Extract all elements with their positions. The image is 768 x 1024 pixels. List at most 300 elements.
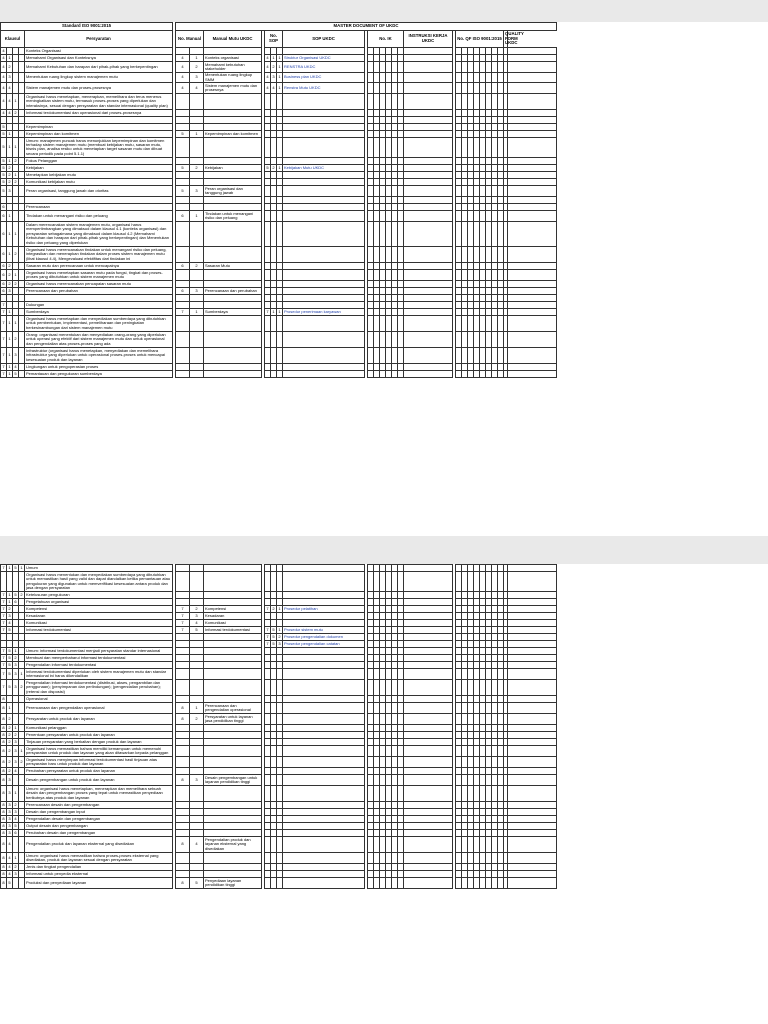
- table-row: [1, 853, 557, 864]
- manual-number: [176, 572, 190, 592]
- master-document-title: MASTER DOCUMENT OF UKDC: [176, 23, 557, 31]
- table-row: [1, 178, 557, 185]
- instruksi-kerja-cell: [404, 634, 453, 641]
- table-row: [1, 164, 557, 171]
- persyaratan-text: Komunikasi kebijakan mutu: [25, 178, 173, 185]
- table-row: [1, 294, 557, 301]
- no-sop-header: No. SOP: [265, 31, 283, 48]
- quality-form-cell: [508, 82, 557, 93]
- sop-number: 5: [272, 626, 275, 632]
- instruksi-kerja-cell: [404, 308, 453, 315]
- manual-number: [190, 853, 204, 864]
- klausul-number: 5: [1, 185, 7, 196]
- manual-number: [176, 809, 190, 816]
- manual-mutu-text: Konteks organisasi: [204, 55, 262, 62]
- instruksi-kerja-cell: [404, 786, 453, 802]
- klausul-number: 6: [2, 280, 5, 286]
- standard-title: Standard ISO 9001:2015: [1, 23, 173, 31]
- quality-form-cell: [508, 93, 557, 109]
- manual-number: [176, 592, 190, 599]
- manual-number: [190, 669, 204, 680]
- manual-number: [176, 739, 190, 746]
- sop-text: [283, 809, 365, 816]
- table-row: [1, 864, 557, 871]
- manual-number: [176, 662, 190, 669]
- klausul-number: 4: [14, 815, 17, 821]
- instruksi-kerja-cell: [404, 269, 453, 280]
- klausul-number: 3: [14, 870, 17, 876]
- sop-number: 3: [271, 73, 277, 83]
- klausul-number: 8: [2, 738, 5, 744]
- master-document-table-page-2: [0, 564, 557, 889]
- klausul-number: 7: [1, 315, 7, 331]
- manual-number: [176, 116, 190, 123]
- table-row: [1, 714, 557, 725]
- manual-mutu-text: [204, 871, 262, 878]
- sop-text: [283, 837, 365, 853]
- klausul-number: 4: [1, 73, 7, 83]
- quality-form-cell: [508, 171, 557, 178]
- instruksi-kerja-cell: [404, 725, 453, 732]
- manual-mutu-text: [204, 137, 262, 157]
- manual-number: [176, 315, 190, 331]
- sop-number: 1: [278, 164, 281, 170]
- manual-number: [190, 816, 204, 823]
- manual-mutu-text: [204, 809, 262, 816]
- klausul-number: 7: [2, 363, 5, 369]
- klausul-number: 5: [2, 178, 5, 184]
- klausul-number: 3: [13, 680, 19, 696]
- sop-header: SOP UKDC: [283, 31, 365, 48]
- instruksi-kerja-cell: [404, 55, 453, 62]
- sop-text: [283, 662, 365, 669]
- manual-number: [176, 280, 190, 287]
- manual-number: 1: [190, 55, 204, 62]
- klausul-number: 8: [2, 808, 5, 814]
- quality-form-cell: [508, 703, 557, 714]
- manual-mutu-text: [204, 178, 262, 185]
- manual-mutu-text: Kepemimpinan dan komitmen: [204, 130, 262, 137]
- sop-text: [283, 613, 365, 620]
- instruksi-kerja-cell: [404, 809, 453, 816]
- manual-number: 7: [176, 308, 190, 315]
- table-row: [1, 878, 557, 889]
- table-row: [1, 768, 557, 775]
- klausul-number: 8: [2, 863, 5, 869]
- persyaratan-text: Perencanaan desain dan pengembangan: [25, 802, 173, 809]
- manual-mutu-header: Manual Mutu UKDC: [204, 31, 262, 48]
- manual-number: [190, 599, 204, 606]
- instruksi-kerja-cell: [404, 280, 453, 287]
- quality-form-cell: [508, 55, 557, 62]
- table-row: [1, 55, 557, 62]
- table-row: [1, 262, 557, 269]
- sop-text: [283, 185, 365, 196]
- manual-mutu-text: [204, 315, 262, 331]
- quality-form-cell: [508, 137, 557, 157]
- manual-number: [176, 816, 190, 823]
- quality-form-cell: [508, 655, 557, 662]
- manual-mutu-text: Peran organisasi dan tanggung jawab: [204, 185, 262, 196]
- klausul-number: 2: [19, 680, 25, 696]
- manual-number: [190, 221, 204, 246]
- manual-number: [190, 648, 204, 655]
- manual-number: [190, 802, 204, 809]
- sop-text: [283, 680, 365, 696]
- manual-number: 5: [176, 130, 190, 137]
- persyaratan-text: Pengendalian desain dan pengembangan: [25, 816, 173, 823]
- sop-text: [283, 93, 365, 109]
- sop-text: Prosedur penerimaan karyawan: [283, 308, 365, 315]
- sop-text: [283, 221, 365, 246]
- klausul-number: 6: [14, 829, 17, 835]
- persyaratan-text: Operasional: [25, 696, 173, 703]
- manual-mutu-text: [204, 221, 262, 246]
- manual-number: [190, 280, 204, 287]
- instruksi-kerja-cell: [404, 246, 453, 262]
- manual-number: [176, 48, 190, 55]
- manual-number: [176, 634, 190, 641]
- no-manual-header: No. Manual: [176, 31, 204, 48]
- persyaratan-text: Pengetahuan organisasi: [25, 599, 173, 606]
- instruksi-kerja-cell: [404, 802, 453, 809]
- manual-number: [190, 565, 204, 572]
- sop-text: Prosedur pengendalian catatan: [283, 641, 365, 648]
- klausul-number: 2: [8, 171, 11, 177]
- persyaratan-text: [25, 634, 173, 641]
- klausul-number: 3: [13, 347, 19, 363]
- manual-number: [190, 641, 204, 648]
- klausul-number: 1: [13, 853, 19, 864]
- manual-number: 6: [176, 210, 190, 221]
- klausul-number: 7: [2, 619, 5, 625]
- sop-text: [283, 130, 365, 137]
- sop-number: 1: [278, 308, 281, 314]
- table-row: [1, 137, 557, 157]
- klausul-number: 8: [1, 837, 7, 853]
- klausul-number: 5: [2, 123, 5, 129]
- manual-number: 4: [176, 73, 190, 83]
- table-row: [1, 246, 557, 262]
- table-row: [1, 93, 557, 109]
- table-row: [1, 280, 557, 287]
- manual-mutu-text: [204, 565, 262, 572]
- manual-number: 7: [176, 613, 190, 620]
- quality-form-cell: [508, 62, 557, 73]
- klausul-number: 5: [1, 137, 7, 157]
- table-row: [1, 802, 557, 809]
- instruksi-kerja-cell: [404, 157, 453, 164]
- manual-number: [176, 301, 190, 308]
- sop-number: 5: [272, 640, 275, 646]
- table-row: [1, 116, 557, 123]
- manual-mutu-text: [204, 739, 262, 746]
- persyaratan-text: [25, 641, 173, 648]
- quality-form-cell: [508, 73, 557, 83]
- sop-text: [283, 853, 365, 864]
- sop-text: [283, 757, 365, 768]
- klausul-number: 8: [1, 714, 7, 725]
- manual-number: 5: [176, 164, 190, 171]
- manual-number: [190, 370, 204, 377]
- persyaratan-text: Desain dan pengembangan input: [25, 809, 173, 816]
- instruksi-kerja-cell: [404, 262, 453, 269]
- manual-number: [190, 634, 204, 641]
- instruksi-kerja-cell: [404, 130, 453, 137]
- persyaratan-text: Produksi dan penyediaan layanan: [25, 878, 173, 889]
- manual-mutu-text: [204, 301, 262, 308]
- quality-form-cell: [508, 746, 557, 757]
- instruksi-kerja-cell: [404, 853, 453, 864]
- manual-number: [176, 746, 190, 757]
- klausul-number: 6: [1, 246, 7, 262]
- klausul-number: 4: [14, 363, 17, 369]
- instruksi-kerja-cell: [404, 287, 453, 294]
- klausul-number: 6: [1, 210, 7, 221]
- quality-form-cell: [508, 287, 557, 294]
- manual-mutu-text: [204, 648, 262, 655]
- klausul-number: 2: [7, 757, 13, 768]
- instruksi-kerja-cell: [404, 178, 453, 185]
- persyaratan-text: Dukungan: [25, 301, 173, 308]
- klausul-number: 2: [14, 654, 17, 660]
- klausul-number: 5: [14, 591, 17, 597]
- instruksi-kerja-cell: [404, 775, 453, 786]
- instruksi-kerja-cell: [404, 648, 453, 655]
- manual-number: [176, 221, 190, 246]
- table-row: [1, 757, 557, 768]
- klausul-number: 3: [8, 612, 11, 618]
- persyaratan-text: Umum: organisasi harus menetapkan, menerapkan dan memelihara sebuah desain dan pengembangan proses yang tepat untuk memastikan penyediaan berikutnya atas produk dan layanan: [25, 786, 173, 802]
- klausul-number: 5: [2, 164, 5, 170]
- persyaratan-text: Sumberdaya: [25, 308, 173, 315]
- quality-form-cell: [508, 864, 557, 871]
- klausul-number: 1: [8, 591, 11, 597]
- persyaratan-text: Tindakan untuk menangani risiko dan peluang: [25, 210, 173, 221]
- persyaratan-text: Umum: manajemen puncak harus menunjukkan kepemimpinan dan komitmen terhadap sistem manajemen mutu (membuat kebijakan mutu, sasaran mutu, bisnis plan, analisa resiko untuk menetapkan target sasaran mutu dan dibuat secara periodik pada point 5.1.1): [25, 137, 173, 157]
- manual-mutu-text: [204, 802, 262, 809]
- manual-number: [190, 680, 204, 696]
- sop-text: [283, 703, 365, 714]
- quality-form-cell: [508, 331, 557, 347]
- quality-form-cell: [508, 370, 557, 377]
- sop-text: [283, 109, 365, 116]
- sop-number: 1: [278, 626, 281, 632]
- persyaratan-text: [25, 196, 173, 203]
- klausul-number: 4: [7, 837, 13, 853]
- persyaratan-text: Pengendalian produk dan layanan eksternal yang disediakan: [25, 837, 173, 853]
- klausul-number: 4: [7, 82, 13, 93]
- klausul-number: 2: [7, 62, 13, 73]
- no-ik-header: No. IK: [368, 31, 404, 48]
- persyaratan-text: Organisasi harus menetapkan, menerapkan, memelihara dan terus menerus meningkatkan sistem mutu, termasuk proses-proses yang diperlukan dan interaksinya, sesuai dengan persyaratan dan standar internasional (quality plan): [25, 93, 173, 109]
- persyaratan-header: Persyaratan: [25, 31, 173, 48]
- manual-mutu-text: Penyediaan layanan pendidikan tinggi: [204, 878, 262, 889]
- sop-text: [283, 287, 365, 294]
- sop-number: 1: [278, 54, 281, 60]
- klausul-number: 2: [19, 757, 25, 768]
- table-row: [1, 680, 557, 696]
- klausul-number: 2: [8, 605, 11, 611]
- sop-number: 4: [265, 73, 271, 83]
- manual-number: [176, 363, 190, 370]
- instruksi-kerja-cell: [404, 109, 453, 116]
- sop-number: 1: [272, 54, 275, 60]
- quality-form-header: QUALITY FORM UKDC: [504, 31, 508, 48]
- persyaratan-text: Menentukan ruang lingkup sistem manajemen mutu: [25, 73, 173, 83]
- instruksi-kerja-cell: [404, 171, 453, 178]
- manual-number: 6: [176, 287, 190, 294]
- instruksi-kerja-cell: [404, 48, 453, 55]
- table-row: [1, 370, 557, 377]
- table-row: [1, 331, 557, 347]
- klausul-number: 1: [14, 171, 17, 177]
- sop-text: [283, 123, 365, 130]
- sop-text: Struktur Organisasi UKDC: [283, 55, 365, 62]
- manual-number: 1: [190, 130, 204, 137]
- sop-text: [283, 786, 365, 802]
- instruksi-kerja-cell: [404, 315, 453, 331]
- sop-number: 2: [272, 164, 275, 170]
- persyaratan-text: Orang: organisasi menentukan dan menyediakan orang-orang yang diperlukan untuk operasi yang efektif dari sistem manajemen mutu dan untuk operasional dan pengendalian atas proses-proses yang ada: [25, 331, 173, 347]
- klausul-number: 8: [1, 703, 7, 714]
- manual-mutu-text: Sumberdaya: [204, 308, 262, 315]
- manual-number: [176, 294, 190, 301]
- no-qf-header: No. QF ISO 9001:2015: [456, 31, 504, 48]
- instruksi-kerja-cell: [404, 116, 453, 123]
- manual-number: [176, 680, 190, 696]
- persyaratan-text: Umum: informasi terdokumentasi menjadi persyaratan standar internasional: [25, 648, 173, 655]
- persyaratan-text: Informasi terdokumentasi: [25, 627, 173, 634]
- quality-form-cell: [508, 294, 557, 301]
- manual-mutu-text: [204, 757, 262, 768]
- manual-number: [176, 123, 190, 130]
- quality-form-cell: [508, 809, 557, 816]
- manual-number: 4: [190, 837, 204, 853]
- manual-mutu-text: [204, 680, 262, 696]
- klausul-number: 3: [8, 287, 11, 293]
- instruksi-kerja-cell: [404, 830, 453, 837]
- quality-form-cell: [508, 641, 557, 648]
- manual-number: 2: [190, 606, 204, 613]
- persyaratan-text: Organisasi harus merencanakan tindakan untuk menangani risiko dan peluang, integrasikan dan menerapkan tindakan dalam proses sistem manajemen mutu (lihat klausul 4.4), Mengevaluasi efektifitas dari tindakan ini: [25, 246, 173, 262]
- quality-form-cell: [508, 48, 557, 55]
- klausul-number: 8: [2, 731, 5, 737]
- manual-number: [176, 599, 190, 606]
- manual-mutu-text: Pengendalian produk dan layanan eksternal yang disediakan: [204, 837, 262, 853]
- quality-form-cell: [508, 280, 557, 287]
- table-row: [1, 185, 557, 196]
- instruksi-kerja-cell: [404, 606, 453, 613]
- document-page-2: [0, 564, 768, 1024]
- quality-form-cell: [508, 768, 557, 775]
- manual-number: 3: [190, 185, 204, 196]
- klausul-number: 2: [8, 738, 11, 744]
- sop-number: 1: [277, 73, 283, 83]
- instruksi-kerja-cell: [404, 878, 453, 889]
- klausul-number: 6: [14, 598, 17, 604]
- instruksi-kerja-cell: [404, 347, 453, 363]
- quality-form-cell: [508, 648, 557, 655]
- quality-form-cell: [508, 680, 557, 696]
- quality-form-cell: [508, 203, 557, 210]
- manual-number: [176, 648, 190, 655]
- manual-mutu-text: [204, 725, 262, 732]
- table-row: [1, 634, 557, 641]
- manual-number: 2: [190, 62, 204, 73]
- klausul-number: 5: [7, 878, 13, 889]
- klausul-number: 8: [1, 878, 7, 889]
- klausul-number: 8: [1, 853, 7, 864]
- table-row: [1, 82, 557, 93]
- klausul-number: 8: [2, 815, 5, 821]
- manual-number: 7: [176, 620, 190, 627]
- manual-number: 4: [176, 55, 190, 62]
- table-row: [1, 130, 557, 137]
- klausul-header: Klausul: [1, 31, 25, 48]
- klausul-number: 1: [13, 269, 19, 280]
- manual-number: [190, 203, 204, 210]
- instruksi-kerja-cell: [404, 185, 453, 196]
- klausul-number: 7: [2, 612, 5, 618]
- persyaratan-text: Kepemimpinan: [25, 123, 173, 130]
- manual-mutu-text: [204, 746, 262, 757]
- table-row: [1, 308, 557, 315]
- instruksi-kerja-cell: [404, 746, 453, 757]
- instruksi-kerja-cell: [404, 203, 453, 210]
- manual-mutu-text: [204, 655, 262, 662]
- instruksi-kerja-cell: [404, 816, 453, 823]
- manual-number: 8: [176, 714, 190, 725]
- table-row: [1, 269, 557, 280]
- sop-text: [283, 669, 365, 680]
- manual-number: 5: [190, 627, 204, 634]
- table-row: [1, 315, 557, 331]
- klausul-number: 4: [8, 109, 11, 115]
- manual-mutu-text: Sasaran Mutu: [204, 262, 262, 269]
- table-row: [1, 703, 557, 714]
- klausul-number: 2: [20, 591, 23, 597]
- klausul-number: 3: [8, 815, 11, 821]
- instruksi-kerja-cell: [404, 823, 453, 830]
- sop-text: [283, 203, 365, 210]
- klausul-number: 1: [7, 221, 13, 246]
- klausul-number: 3: [7, 786, 13, 802]
- instruksi-kerja-cell: [404, 363, 453, 370]
- manual-number: 1: [190, 210, 204, 221]
- manual-number: 1: [190, 308, 204, 315]
- manual-number: [176, 178, 190, 185]
- instruksi-kerja-cell: [404, 123, 453, 130]
- instruksi-kerja-cell: [404, 620, 453, 627]
- instruksi-kerja-cell: [404, 837, 453, 853]
- klausul-number: 4: [2, 47, 5, 53]
- klausul-number: 5: [14, 564, 17, 570]
- table-row: [1, 641, 557, 648]
- manual-mutu-text: [204, 116, 262, 123]
- manual-number: [176, 370, 190, 377]
- klausul-number: 7: [2, 626, 5, 632]
- sop-text: [283, 696, 365, 703]
- manual-number: [190, 592, 204, 599]
- instruksi-kerja-cell: [404, 301, 453, 308]
- instruksi-kerja-cell: [404, 82, 453, 93]
- persyaratan-text: Umum: [25, 565, 173, 572]
- quality-form-cell: [508, 696, 557, 703]
- quality-form-cell: [508, 634, 557, 641]
- klausul-number: 2: [13, 246, 19, 262]
- klausul-number: 3: [7, 73, 13, 83]
